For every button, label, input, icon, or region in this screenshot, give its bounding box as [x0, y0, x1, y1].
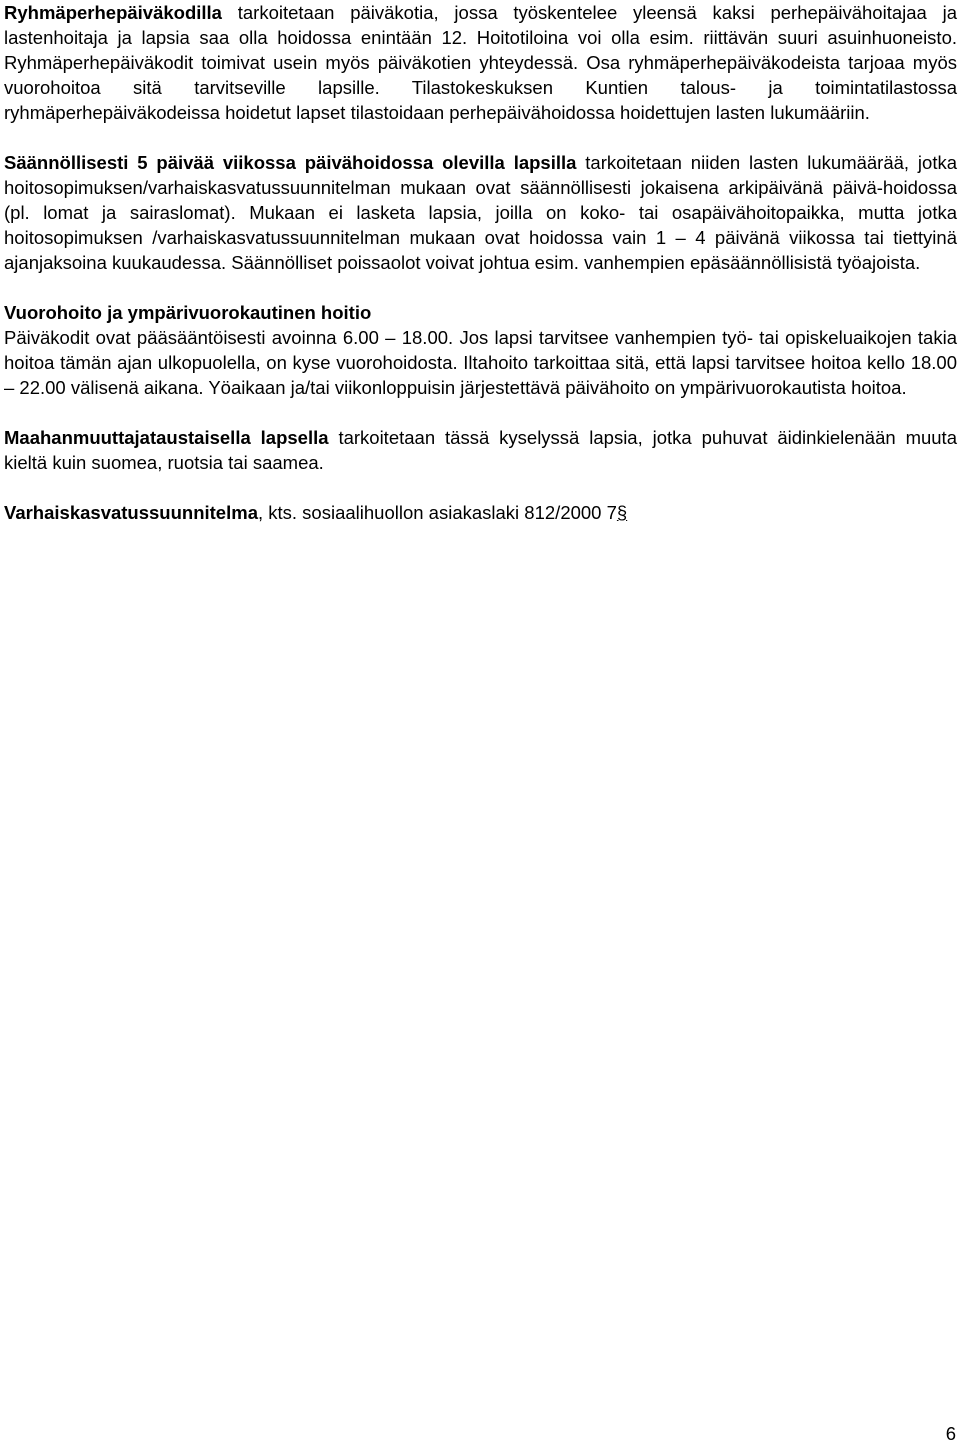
paragraph-saannollisesti	[4, 150, 957, 275]
page-number: 6	[945, 1423, 956, 1444]
heading-vuorohoito: Vuorohoito ja ympärivuorokautinen hoitio	[4, 302, 372, 323]
definition-saannollisesti: tarkoitetaan niiden lasten lukumäärää, jotka hoitosopimuksen/varhaiskasvatussuunnitelman mukaan ovat säännöllisesti jokaisena arkipäivänä päivä-hoidossa (pl. lomat ja sairaslomat). Mukaan ei lasketa lapsia, joilla on koko- tai osapäivähoitopaikka, mutta jotka hoitosopimuksen /varhaiskasvatussuunnitelman mukaan ovat hoidossa vain 1 – 4 päivänä viikossa tai tiettyinä ajanjaksoina kuukaudessa. Säännölliset poissaolot voivat johtua esim. vanhempien epäsäännöllisistä työajoista.	[4, 152, 957, 273]
paragraph-varhaiskasvatussuunnitelma	[4, 500, 957, 525]
definition-ryhmaperhepaivakoti: tarkoitetaan päiväkotia, jossa työskentelee yleensä kaksi perhepäivähoitajaa ja lastenhoitaja ja lapsia saa olla hoidossa enintään 12. Hoitotiloina voi olla esim. riittävän suuri asuinhuoneisto. Ryhmäperhepäiväkodit toimivat usein myös päiväkotien yhteydessä. Osa ryhmäperhepäiväkodeista tarjoaa myös vuorohoitoa sitä tarvitseville lapsille. Tilastokeskuksen Kuntien talous- ja toimintatilastossa ryhmäperhepäiväkodeissa hoidetut lapset tilastoidaan perhepäivähoidossa hoidettujen lasten lukumääriin.	[4, 2, 957, 123]
term-saannollisesti: Säännöllisesti 5 päivää viikossa päivähoidossa olevilla lapsilla	[4, 152, 577, 173]
definition-maahanmuuttaja: tarkoitetaan tässä kyselyssä lapsia, jotka puhuvat äidinkielenään muuta kieltä kuin suomea, ruotsia tai saamea.	[4, 427, 957, 473]
paragraph-ryhmaperhepaivakoti	[4, 0, 957, 125]
term-ryhmaperhepaivakoti: Ryhmäperhepäiväkodilla	[4, 2, 222, 23]
paragraph-vuorohoito: Päiväkodit ovat pääsääntöisesti avoinna 6.00 – 18.00. Jos lapsi tarvitsee vanhempien työ- tai opiskeluaikojen takia hoitoa tämän ajan ulkopuolella, on kyse vuorohoidosta. Iltahoito tarkoittaa sitä, että lapsi tarvitsee hoitoa kello 18.00 – 22.00 välisenä aikana. Yöaikaan ja/tai viikonloppuisin järjestettävä päivähoito on ympärivuorokautista hoitoa.	[4, 327, 957, 398]
paragraph-maahanmuuttaja	[4, 425, 957, 475]
definition-varhaiskasvatussuunnitelma: , kts. sosiaalihuollon asiakaslaki 812/2000 7	[257, 502, 617, 523]
section-sign: §	[616, 502, 628, 523]
term-maahanmuuttaja: Maahanmuuttajataustaisella lapsella	[4, 427, 329, 448]
term-varhaiskasvatussuunnitelma: Varhaiskasvatussuunnitelma	[4, 502, 258, 523]
document-page	[4, 0, 957, 525]
